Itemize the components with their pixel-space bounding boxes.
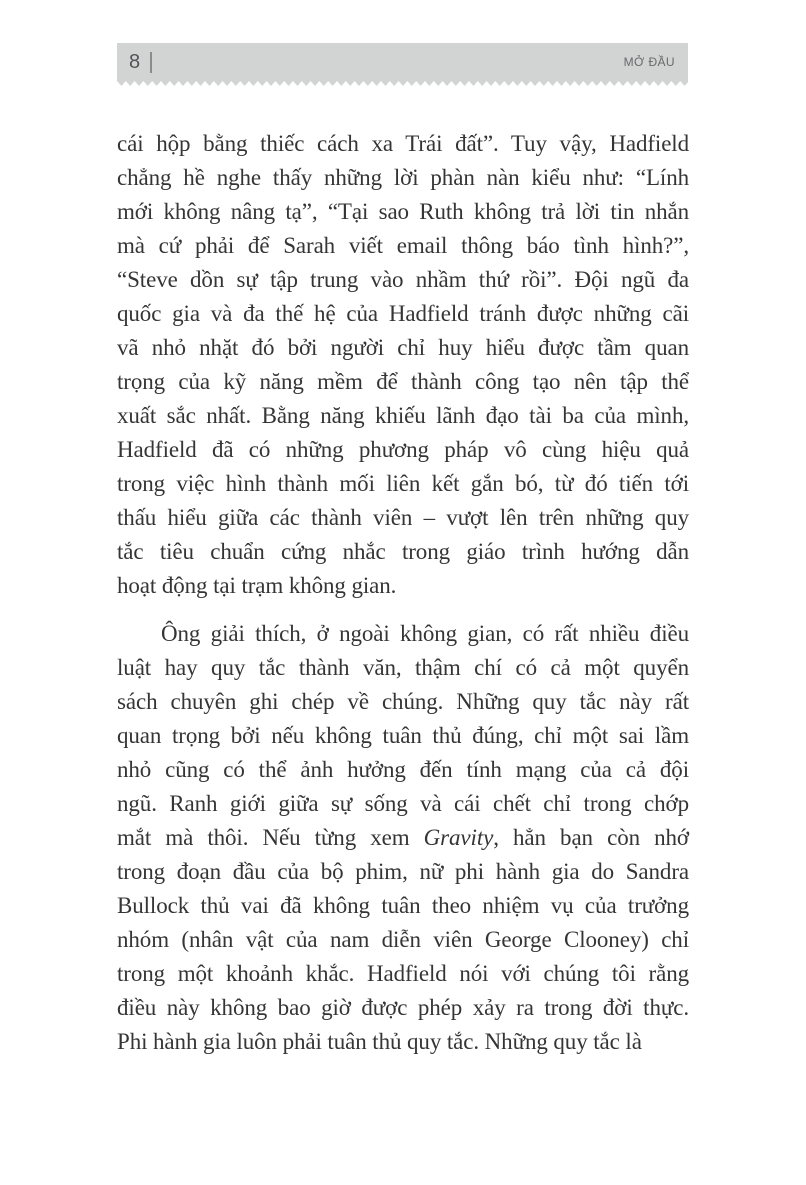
text-line: Hadfield đã có những phương pháp vô cùng hiệu quả	[117, 437, 689, 462]
text-line: quan trọng bởi nếu không tuân thủ đúng, chỉ một sai lầm	[117, 723, 689, 748]
text-line: luật hay quy tắc thành văn, thậm chí có cả một quyển	[117, 655, 689, 680]
text-line: trong việc hình thành mối liên kết gắn bó, từ đó tiến tới	[117, 471, 689, 496]
paragraph	[117, 127, 689, 603]
text-line: nhỏ cũng có thể ảnh hưởng đến tính mạng của cả đội	[117, 757, 689, 782]
text-line: Bullock thủ vai đã không tuân theo nhiệm vụ của trưởng	[117, 893, 689, 918]
page-header	[117, 43, 688, 81]
text-line: mà cứ phải để Sarah viết email thông báo tình hình?”,	[117, 233, 689, 258]
running-head-title: MỞ ĐẦU	[623, 55, 675, 69]
text-line: trọng của kỹ năng mềm để thành công tạo nên tập thể	[117, 369, 689, 394]
page-number-divider	[150, 52, 152, 73]
text-line: sách chuyên ghi chép về chúng. Những quy tắc này rất	[117, 689, 689, 714]
text-line: mới không nâng tạ”, “Tại sao Ruth không trả lời tin nhắn	[117, 199, 689, 224]
text-line: chẳng hề nghe thấy những lời phàn nàn kiểu như: “Lính	[117, 165, 689, 190]
text-line: hoạt động tại trạm không gian.	[117, 573, 397, 598]
text-line: trong một khoảnh khắc. Hadfield nói với chúng tôi rằng	[117, 961, 689, 986]
text-line: ngũ. Ranh giới giữa sự sống và cái chết chỉ trong chớp	[117, 791, 689, 816]
page-body	[117, 127, 689, 1059]
torn-edge-decoration	[117, 81, 688, 86]
text-line: điều này không bao giờ được phép xảy ra trong đời thực.	[117, 995, 689, 1020]
text-line: vã nhỏ nhặt đó bởi người chỉ huy hiểu được tầm quan	[117, 335, 689, 360]
paragraph	[117, 617, 689, 1059]
text-line: Phi hành gia luôn phải tuân thủ quy tắc. Những quy tắc là	[117, 1029, 642, 1054]
text-line: Ông giải thích, ở ngoài không gian, có rất nhiều điều	[161, 621, 689, 646]
text-line: cái hộp bằng thiếc cách xa Trái đất”. Tuy vậy, Hadfield	[117, 131, 689, 156]
text-line: “Steve dồn sự tập trung vào nhầm thứ rồi”. Đội ngũ đa	[117, 267, 689, 292]
text-line: mắt mà thôi. Nếu từng xem Gravity, hẳn bạn còn nhớ	[117, 825, 689, 850]
text-line: nhóm (nhân vật của nam diễn viên George Clooney) chỉ	[117, 927, 689, 952]
text-line: quốc gia và đa thế hệ của Hadfield tránh được những cãi	[117, 301, 689, 326]
page-number: 8	[129, 50, 141, 73]
text-line: xuất sắc nhất. Bằng năng khiếu lãnh đạo tài ba của mình,	[117, 403, 689, 428]
text-line: thấu hiểu giữa các thành viên – vượt lên trên những quy	[117, 505, 689, 530]
text-line: tắc tiêu chuẩn cứng nhắc trong giáo trình hướng dẫn	[117, 539, 689, 564]
text-line: trong đoạn đầu của bộ phim, nữ phi hành gia do Sandra	[117, 859, 689, 884]
